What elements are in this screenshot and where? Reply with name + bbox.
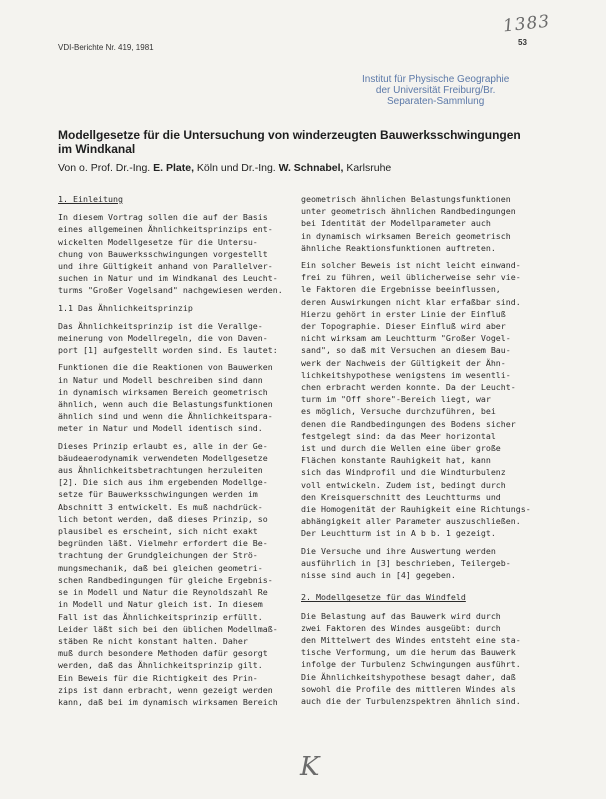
text-line: festgelegt sind: da das Meer horizontal (301, 430, 496, 441)
text-line: stäben Re nicht konstant halten. Daher (58, 635, 248, 646)
text-line: sand", so daß mit Versuchen an diesem Bau- (301, 345, 511, 356)
text-line: der Topographie. Dieser Einfluß wird aber (301, 321, 506, 332)
author-line (58, 162, 391, 174)
paragraph (301, 259, 551, 540)
text-line: kann, daß bei im dynamisch wirksamen Bereich (58, 696, 278, 707)
text-line: Ein solcher Beweis ist nicht leicht einwand- (301, 260, 521, 271)
text-line: setze für Bauwerksschwingungen werden im (58, 489, 258, 500)
text-line: den Kreisquerschnitt des Leuchtturms und (301, 491, 501, 502)
text-line: in Natur und Modell beschreiben sind dann (58, 374, 263, 385)
text-line: schen Randbedingungen für gleiche Ergebnis- (58, 574, 273, 585)
paragraph (58, 361, 296, 434)
text-line: bäudeaerodynamik verwendeten Modellgesetze (58, 452, 268, 463)
text-line: den Mittelwert des Windes entsteht eine sta- (301, 634, 521, 645)
handwritten-number: 1383 (502, 11, 552, 37)
text-line: turms "Großer Vogelsand" nachgewiesen werden. (58, 285, 283, 296)
text-line: mungsmechanik, daß bei gleichen geometri- (58, 562, 263, 573)
text-line: aus Ähnlichkeitsbetrachtungen herzuleiten (58, 465, 263, 476)
text-line: ähnlich sind und wenn die Ähnlichkeitspara- (58, 411, 273, 422)
text-line: auch die der Turbulenzspektren ähnlich sind. (301, 695, 521, 706)
text-line: Leider läßt sich bei den üblichen Modellmaß- (58, 623, 278, 634)
text-line: ähnliche Reaktionsfunktionen auftreten. (301, 242, 496, 253)
text-line: bei Identität der Modellparameter auch (301, 218, 491, 229)
stamp-line: Separaten-Sammlung (387, 96, 485, 107)
text-line: geometrisch ähnlichen Belastungsfunktionen (301, 194, 511, 204)
text-line: werk der Nachweis der Gültigkeit der Ähn- (301, 357, 506, 368)
page-number: 53 (518, 38, 527, 47)
text-line: eines allgemeinen Ähnlichkeitsprinzips ent- (58, 224, 273, 235)
text-line: Die Belastung auf das Bauwerk wird durch (301, 610, 501, 621)
text-line: Die Ähnlichkeitshypothese besagt daher, daß (301, 671, 516, 682)
text-line: in dynamisch wirksamen Bereich geometrisch (58, 386, 268, 397)
subsection-heading: 1.1 Das Ähnlichkeitsprinzip (58, 302, 193, 313)
paragraph (58, 320, 296, 357)
paragraph (301, 545, 551, 582)
text-line: Fall ist das Ähnlichkeitsprinzip erfüllt. (58, 611, 263, 622)
stamp-line: Institut für Physische Geographie (362, 74, 510, 85)
text-line: trachtung der Grundgleichungen der Strö- (58, 550, 258, 561)
text-line: suchen in Natur und im Windkanal des Leucht- (58, 273, 278, 284)
text-line: ausführlich in [3] beschrieben, Teilergeb- (301, 557, 511, 568)
text-line: frei zu führen, weil üblicherweise sehr vie- (301, 272, 521, 283)
handwritten-mark: K (300, 752, 320, 782)
section-heading: 2. Modellgesetze für das Windfeld (301, 592, 466, 603)
text-line: begründen läßt. Vielmehr erfordert die Be- (58, 538, 268, 549)
author-name: E. Plate, (153, 162, 194, 174)
text-line: Flächen konstante Rauhigkeit hat, kann (301, 455, 491, 466)
text-line: In diesem Vortrag sollen die auf der Basis (58, 212, 268, 223)
text-line: denen die Randbedingungen des Bodens sicher (301, 418, 516, 429)
text-line: in Modell und Natur gleich ist. In diesem (58, 599, 263, 610)
text-line: zips ist dann erbracht, wenn gezeigt werden (58, 684, 273, 695)
text-line: Ein Beweis für die Richtigkeit des Prin- (58, 672, 258, 683)
stamp-line: der Universität Freiburg/Br. (375, 85, 496, 96)
text-line: [2]. Die sich aus ihm ergebenden Modellge- (58, 477, 268, 488)
text-line: sowohl die Profile des mittleren Windes als (301, 683, 516, 694)
text-line: Funktionen die die Reaktionen von Bauwerken (58, 362, 273, 373)
text-line: meter in Natur und Modell identisch sind. (58, 423, 263, 434)
paragraph (58, 211, 296, 296)
text-line: chen erbracht werden konnte. Da der Leucht- (301, 382, 516, 393)
author-affiliation: Köln und Dr.-Ing. (196, 162, 276, 174)
text-line: nicht wirksam am Leuchtturm "Großer Vogel- (301, 333, 511, 344)
section-heading: 1. Einleitung (58, 194, 123, 204)
text-line: le Faktoren die Ergebnisse beeinflussen, (301, 284, 501, 295)
text-line: Hierzu gehört in erster Linie der Einfluß (301, 308, 506, 319)
text-line: und ihre Gültigkeit anhand von Parallelver- (58, 261, 273, 272)
paper-title: Modellgesetze für die Untersuchung von winderzeugten Bauwerksschwingungen im Windkanal (58, 128, 521, 156)
text-line: werden, daß das Ähnlichkeitsprinzip gilt. (58, 660, 263, 671)
text-line: Abschnitt 3 entwickelt. Es muß nachdrück- (58, 501, 263, 512)
text-line: wickelten Modellgesetze für die Untersu- (58, 236, 258, 247)
paragraph (301, 610, 551, 708)
text-line: Das Ähnlichkeitsprinzip ist die Verallge- (58, 320, 263, 331)
text-line: turm im "Off shore"-Bereich liegt, war (301, 394, 491, 405)
library-stamp (362, 74, 509, 107)
author-affiliation: Karlsruhe (346, 162, 392, 174)
text-line: Die Versuche und ihre Auswertung werden (301, 545, 496, 556)
author-prefix: Von o. Prof. Dr.-Ing. (58, 162, 151, 174)
text-line: Der Leuchtturm ist in A b b. 1 gezeigt. (301, 528, 496, 539)
text-line: unter geometrisch ähnlichen Randbedingungen (301, 206, 516, 217)
text-line: meinerung von Modellregeln, die von Daven- (58, 333, 268, 344)
text-line: infolge der Turbulenz Schwingungen ausführt. (301, 659, 521, 670)
text-line: deren Auswirkungen nicht klar erfaßbar sind. (301, 296, 521, 307)
text-line: abhängigkeit aller Parameter auszuschließen. (301, 516, 521, 527)
text-line: lich betont werden, daß dieses Prinzip, so (58, 513, 268, 524)
text-line: sich das Windprofil und die Windturbulenz (301, 467, 506, 478)
text-line: chung von Bauwerksschwingungen vorgestellt (58, 248, 268, 259)
text-line: voll entwickeln. Zudem ist, bedingt durch (301, 479, 506, 490)
text-line: tische Verformung, um die herum das Bauwerk (301, 647, 516, 658)
paragraph (301, 193, 551, 254)
left-column (58, 193, 296, 713)
paragraph (58, 440, 296, 708)
series-reference: VDI-Berichte Nr. 419, 1981 (58, 43, 154, 52)
text-line: ähnlich, wenn auch die Belastungsfunktionen (58, 399, 273, 410)
text-line: plausibel es erscheint, sich nicht exakt (58, 526, 258, 537)
text-line: die Homogenität der Rauhigkeit eine Richtungs- (301, 504, 531, 515)
right-column (301, 193, 551, 712)
text-line: zwei Faktoren des Windes ausgeübt: durch (301, 622, 501, 633)
text-line: muß durch besondere Methoden dafür gesorgt (58, 648, 268, 659)
text-line: se in Modell und Natur die Reynoldszahl Re (58, 587, 268, 598)
text-line: in dynamisch wirksamen Bereich geometrisch (301, 230, 511, 241)
text-line: es möglich, Versuche durchzuführen, bei (301, 406, 496, 417)
text-line: nisse sind auch in [4] gegeben. (301, 570, 456, 581)
author-name: W. Schnabel, (278, 162, 344, 174)
text-line: lichkeitshypothese wenigstens im wesentli- (301, 369, 511, 380)
text-line: ist und durch die Wellen eine über große (301, 443, 501, 454)
text-line: Dieses Prinzip erlaubt es, alle in der Ge- (58, 440, 268, 451)
text-line: port [1] aufgestellt worden sind. Es lautet: (58, 345, 278, 356)
